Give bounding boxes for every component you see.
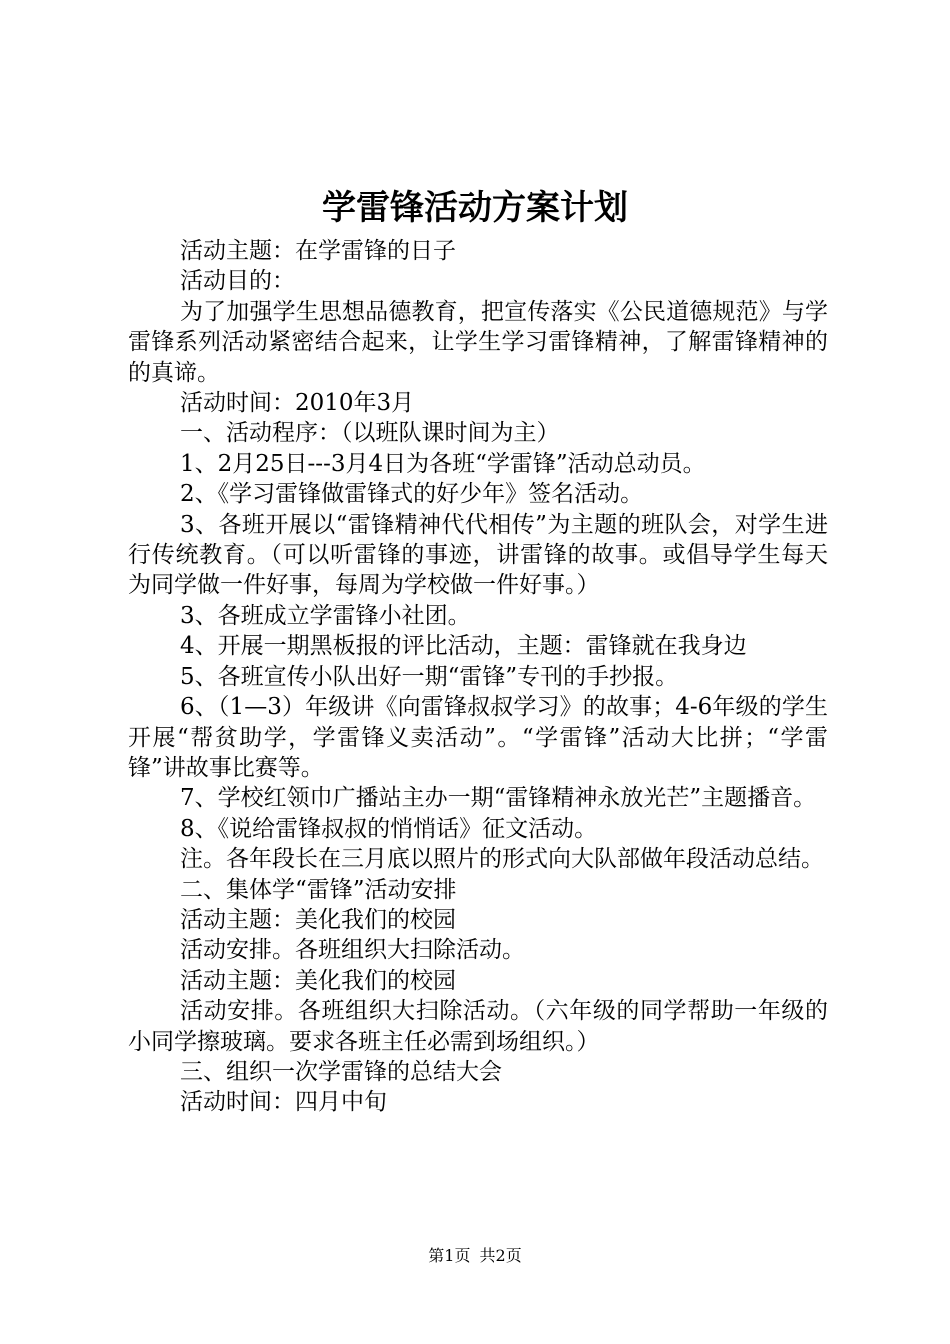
page-footer — [0, 1243, 950, 1266]
paragraph: 7、学校红领巾广播站主办一期“雷锋精神永放光芒”主题播音。 — [180, 785, 817, 812]
paragraph: 二、集体学“雷锋”活动安排 — [180, 876, 457, 903]
document-body — [128, 236, 828, 1118]
paragraph: 为了加强学生思想品德教育，把宣传落实《公民道德规范》与学雷锋系列活动紧密结合起来，让学生学习雷锋精神，了解雷锋精神的的真谛。 — [128, 298, 828, 386]
current-page-number: 第1页 — [428, 1246, 471, 1265]
paragraph: 活动主题：在学雷锋的日子 — [180, 238, 456, 264]
paragraph: 活动时间：2010年3月 — [180, 390, 415, 417]
paragraph: 5、各班宣传小队出好一期“雷锋”专刊的手抄报。 — [180, 663, 679, 690]
paragraph: 活动时间：四月中旬 — [180, 1089, 387, 1116]
paragraph: 4、开展一期黑板报的评比活动，主题：雷锋就在我身边 — [180, 633, 747, 660]
paragraph: 8、《说给雷锋叔叔的悄悄话》征文活动。 — [180, 815, 598, 842]
paragraph: 1、2月25日---3月4日为各班“学雷锋”活动总动员。 — [180, 450, 706, 477]
paragraph: 一、活动程序：（以班队课时间为主） — [180, 420, 560, 447]
paragraph: 3、各班成立学雷锋小社团。 — [180, 602, 471, 629]
paragraph: 三、组织一次学雷锋的总结大会 — [180, 1058, 502, 1085]
paragraph: 2、《学习雷锋做雷锋式的好少年》签名活动。 — [180, 481, 644, 508]
paragraph: 注。各年段长在三月底以照片的形式向大队部做年段活动总结。 — [180, 846, 824, 873]
paragraph: 活动目的： — [180, 268, 295, 295]
paragraph: 活动主题：美化我们的校园 — [180, 906, 456, 933]
paragraph: 3、各班开展以“雷锋精神代代相传”为主题的班队会，对学生进行传统教育。（可以听雷锋的事迹，讲雷锋的故事。或倡导学生每天为同学做一件好事，每周为学校做一件好事。） — [128, 511, 828, 599]
document-title: 学雷锋活动方案计划 — [322, 188, 628, 228]
total-pages: 共2页 — [479, 1246, 522, 1265]
paragraph: 活动安排。各班组织大扫除活动。 — [180, 937, 525, 964]
paragraph: 活动主题：美化我们的校园 — [180, 967, 456, 994]
paragraph: 活动安排。各班组织大扫除活动。（六年级的同学帮助一年级的小同学擦玻璃。要求各班主任必需到场组织。） — [128, 998, 828, 1055]
paragraph: 6、（1—3）年级讲《向雷锋叔叔学习》的故事；4-6年级的学生开展“帮贫助学，学雷锋义卖活动”。“学雷锋”活动大比拼；“学雷锋”讲故事比赛等。 — [128, 694, 828, 781]
